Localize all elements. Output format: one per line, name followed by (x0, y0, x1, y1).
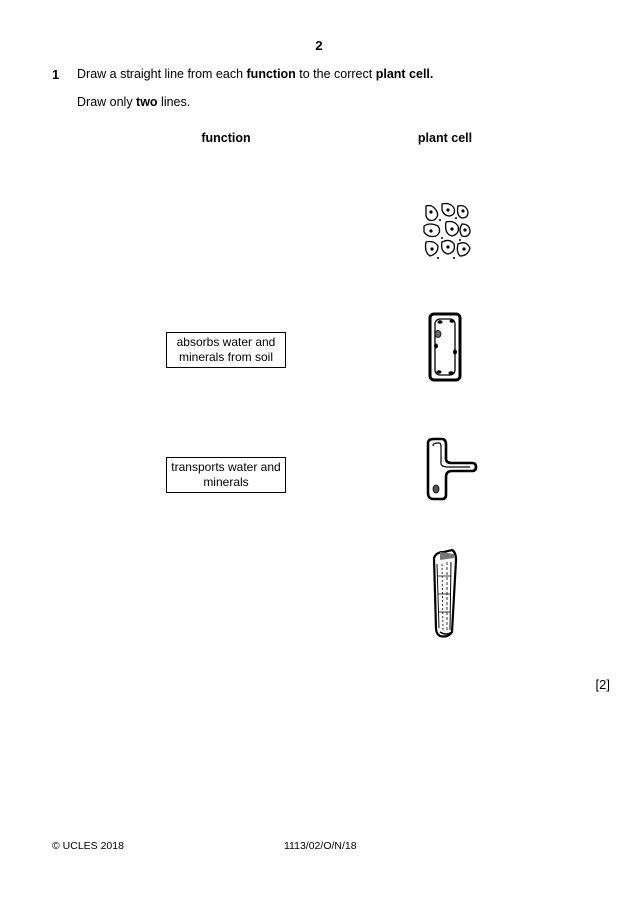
instruction-text: Draw a straight line from each (77, 67, 247, 81)
question-instruction-1 (77, 67, 433, 81)
page-number: 2 (315, 38, 323, 53)
rectangular-plant-cell-icon[interactable] (428, 312, 464, 384)
function-box-transports[interactable] (166, 457, 286, 493)
function-label: transports water and minerals (171, 460, 281, 489)
root-hair-cell-icon[interactable] (424, 437, 480, 503)
instruction-bold-two: two (136, 95, 158, 109)
photosynthetic-tissue-cell-icon[interactable] (420, 202, 472, 262)
instruction-text: to the correct (295, 67, 376, 81)
footer-copyright: © UCLES 2018 (52, 840, 124, 852)
plant-cell-column-heading: plant cell (417, 131, 473, 145)
instruction-bold-function: function (246, 67, 296, 81)
function-box-absorbs[interactable] (166, 332, 286, 368)
function-column-heading: function (201, 131, 251, 145)
footer-paper-code: 1113/02/O/N/18 (284, 840, 357, 852)
marks-allocation: [2] (595, 677, 610, 692)
xylem-vessel-icon[interactable] (430, 548, 460, 640)
function-label: absorbs water and minerals from soil (176, 335, 276, 364)
instruction-text: lines. (157, 95, 191, 109)
question-number: 1 (52, 67, 60, 82)
instruction-text: Draw only (77, 95, 137, 109)
instruction-bold-plant-cell: plant cell. (375, 67, 434, 81)
question-instruction-2 (77, 95, 190, 109)
